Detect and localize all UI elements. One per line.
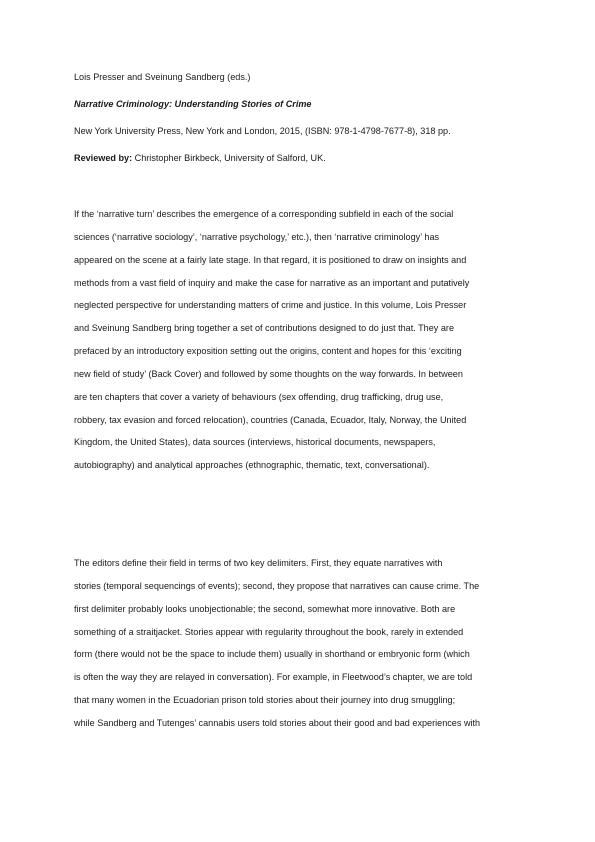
paragraph-line: form (there would not be the space to include them) usually in shorthand or embryonic form (which [74, 649, 470, 660]
paragraph-line: Kingdom, the United States), data sources (interviews, historical documents, newspapers, [74, 437, 436, 448]
book-title: Narrative Criminology: Understanding Stories of Crime [74, 99, 312, 109]
paragraph-line: sciences (‘narrative sociology’, ‘narrative psychology,’ etc.), then ‘narrative criminology’ has [74, 231, 440, 242]
editors-line: Lois Presser and Sveinung Sandberg (eds.) [74, 72, 251, 82]
paragraph-line: appeared on the scene at a fairly late stage. In that regard, it is positioned to draw on insights and [74, 254, 467, 265]
paragraph-line: prefaced by an introductory exposition setting out the origins, content and hopes for this ‘exciting [74, 346, 462, 357]
paragraph-1 [74, 208, 534, 482]
paragraph-line: while Sandberg and Tutenges’ cannabis users told stories about their good and bad experiences with [74, 717, 481, 728]
paragraph-line: that many women in the Ecuadorian prison told stories about their journey into drug smuggling; [74, 695, 456, 706]
paragraph-line: robbery, tax evasion and forced relocation), countries (Canada, Ecuador, Italy, Norway, the United [74, 414, 467, 425]
publication-details: New York University Press, New York and London, 2015, (ISBN: 978-1-4798-7677-8), 318 pp. [74, 126, 451, 136]
paragraph-line: is often the way they are relayed in conversation). For example, in Fleetwood’s chapter, we are told [74, 672, 473, 683]
paragraph-line: neglected perspective for understanding matters of crime and justice. In this volume, Lois Presser [74, 300, 467, 311]
paragraph-line: something of a straitjacket. Stories appear with regularity throughout the book, rarely in extended [74, 626, 464, 637]
paragraph-2 [74, 557, 534, 740]
paragraph-line: first delimiter probably looks unobjectionable; the second, somewhat more innovative. Both are [74, 603, 456, 614]
paragraph-line: stories (temporal sequencings of events); second, they propose that narratives can cause crime. The [74, 580, 480, 591]
paragraph-line: new field of study’ (Back Cover) and followed by some thoughts on the way forwards. In between [74, 368, 463, 379]
paragraph-line: are ten chapters that cover a variety of behaviours (sex offending, drug trafficking, drug use, [74, 391, 444, 402]
reviewed-by-label: Reviewed by: [74, 153, 133, 163]
paragraph-line: methods from a vast field of inquiry and make the case for narrative as an important and putatively [74, 277, 470, 288]
paragraph-line: and Sveinung Sandberg bring together a set of contributions designed to do just that. They are [74, 323, 455, 334]
reviewer-line [74, 152, 534, 164]
paragraph-line: If the ‘narrative turn’ describes the emergence of a corresponding subfield in each of the social [74, 209, 454, 219]
paragraph-line: The editors define their field in terms of two key delimiters. First, they equate narratives with [74, 558, 443, 568]
reviewer-name: Christopher Birkbeck, University of Salford, UK. [132, 153, 326, 163]
paragraph-line: autobiography) and analytical approaches (ethnographic, thematic, text, conversational). [74, 460, 430, 471]
